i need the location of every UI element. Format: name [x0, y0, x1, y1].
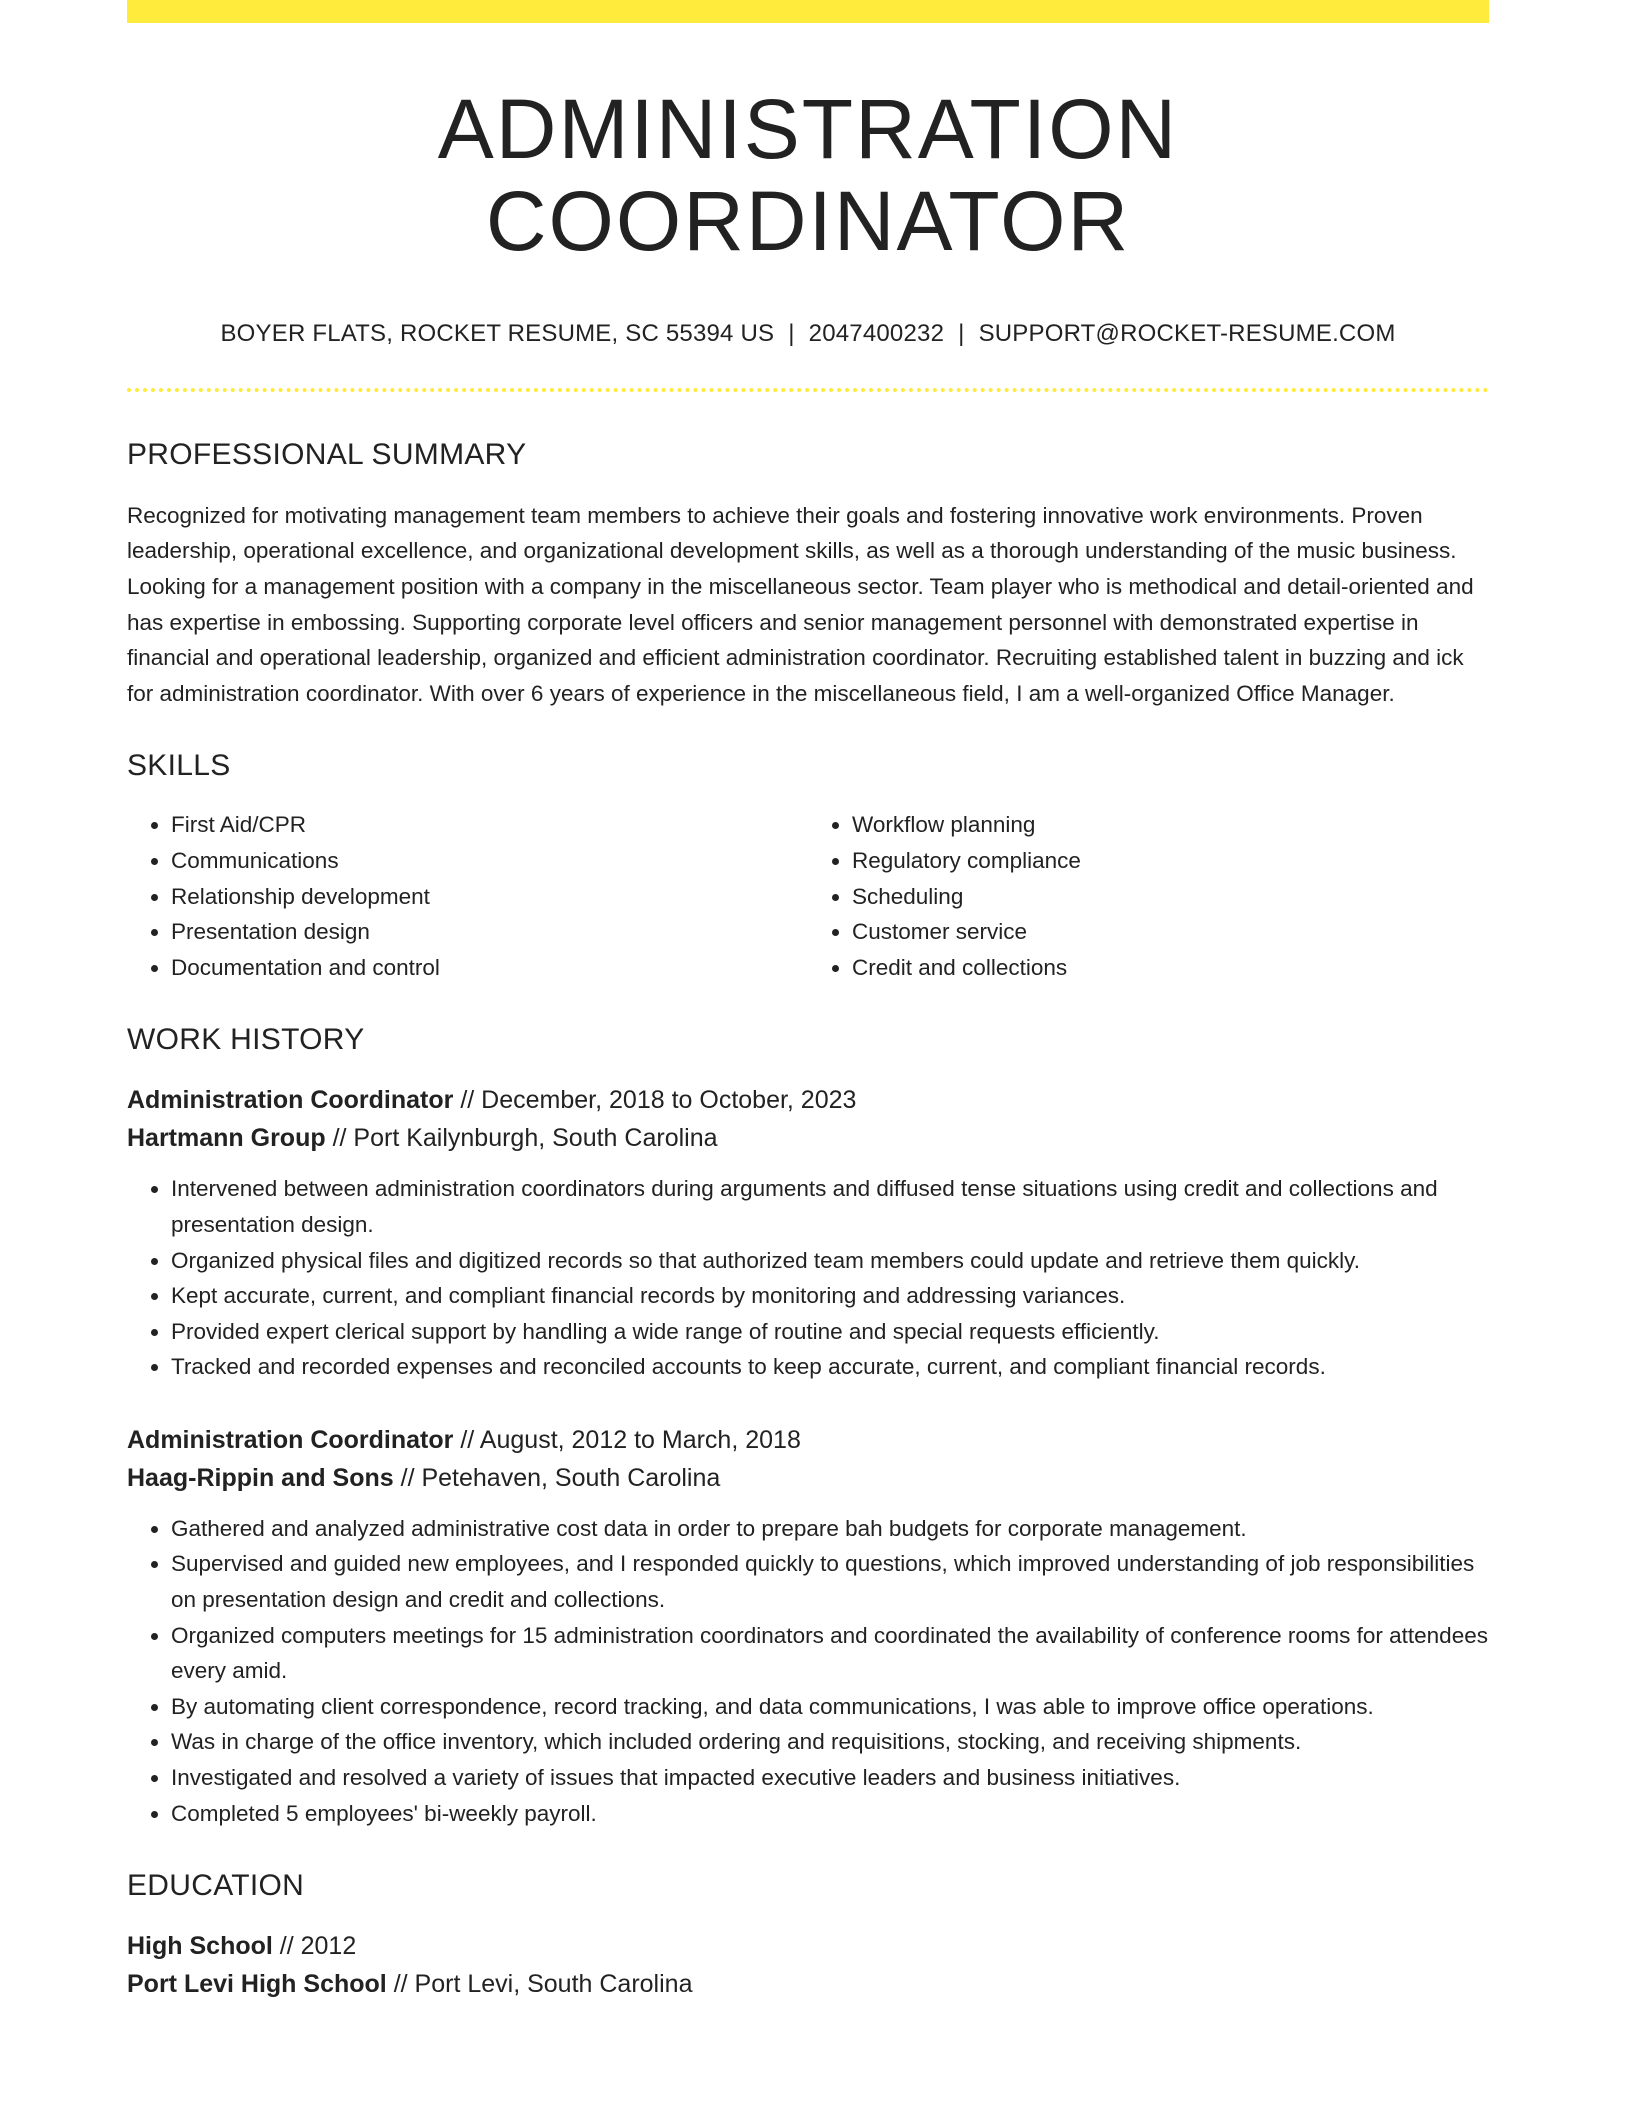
contact-address: BOYER FLATS, ROCKET RESUME, SC 55394 US — [220, 319, 775, 347]
contact-separator: | — [958, 319, 965, 347]
job-bullet: • Tracked and recorded expenses and reconciled accounts to keep accurate, current, and compliant financial records. — [171, 1349, 1489, 1385]
contact-phone: 2047400232 — [808, 319, 945, 347]
contact-line — [127, 320, 1489, 348]
skills-section — [127, 749, 1489, 985]
job-bullet: • Kept accurate, current, and compliant financial records by monitoring and addressing variances. — [171, 1278, 1489, 1314]
job-bullets — [127, 1171, 1489, 1385]
job-title-line — [127, 1081, 1489, 1119]
resume-name: ADMINISTRATION COORDINATOR — [437, 82, 1179, 269]
job-bullet: • Supervised and guided new employees, and I responded quickly to questions, which improved understanding of job responsibilities on presentation design and credit and collections. — [171, 1546, 1489, 1617]
company-line — [127, 1119, 1489, 1157]
job-bullet: • Provided expert clerical support by handling a wide range of routine and special requests efficiently. — [171, 1314, 1489, 1350]
skills-heading: SKILLS — [127, 749, 231, 783]
job-dates: // December, 2018 to October, 2023 — [460, 1086, 857, 1115]
skill-item: • Credit and collections — [852, 950, 1489, 986]
job-bullet: • Completed 5 employees' bi-weekly payroll. — [171, 1796, 1489, 1832]
job-bullet: • Gathered and analyzed administrative cost data in order to prepare bah budgets for corporate management. — [171, 1511, 1489, 1547]
job-title: Administration Coordinator — [127, 1425, 454, 1454]
summary-text: Recognized for motivating management team members to achieve their goals and fostering innovative work environments. Proven leadership, operational excellence, and organizational development skills, as well as a thorough understanding of the music business. Looking for a management position with a company in the miscellaneous sector. Team player who is methodical and detail-oriented and has expertise in embossing. Supporting corporate level officers and senior management personnel with demonstrated expertise in financial and operational leadership, organized and efficient administration coordinator. Recruiting established talent in buzzing and ick for administration coordinator. With over 6 years of experience in the miscellaneous field, I am a well-organized Office Manager. — [127, 502, 1474, 706]
job-dates: // August, 2012 to March, 2018 — [460, 1425, 801, 1454]
company-name: Haag-Rippin and Sons — [127, 1463, 394, 1492]
job-bullet: • Intervened between administration coordinators during arguments and diffused tense situations using credit and collections and presentation design. — [171, 1171, 1489, 1242]
education-section — [127, 1869, 1489, 2003]
contact-separator: | — [788, 319, 795, 347]
job-bullet: • By automating client correspondence, record tracking, and data communications, I was able to improve office operations. — [171, 1689, 1489, 1725]
skills-list-left — [127, 807, 808, 985]
work-history-section — [127, 1023, 1489, 1831]
education-school-line — [127, 1965, 1489, 2003]
contact-email: SUPPORT@ROCKET-RESUME.COM — [978, 319, 1396, 347]
education-heading: EDUCATION — [127, 1869, 305, 1903]
education-degree-line — [127, 1927, 1489, 1965]
job-bullet: • Was in charge of the office inventory, which included ordering and requisitions, stocking, and receiving shipments. — [171, 1724, 1489, 1760]
skills-column-left — [127, 807, 808, 985]
job-bullets — [127, 1511, 1489, 1831]
skill-item: • Communications — [171, 843, 808, 879]
skill-item: • Documentation and control — [171, 950, 808, 986]
skills-column-right — [808, 807, 1489, 985]
education-year: // 2012 — [279, 1932, 357, 1961]
company-location: // Port Kailynburgh, South Carolina — [332, 1124, 718, 1153]
skill-item: • Relationship development — [171, 879, 808, 915]
top-accent-bar — [127, 0, 1489, 23]
skill-item: • Scheduling — [852, 879, 1489, 915]
education-school: Port Levi High School — [127, 1970, 387, 1999]
job-bullet: • Organized computers meetings for 15 administration coordinators and coordinated the availability of conference rooms for attendees every amid. — [171, 1618, 1489, 1689]
education-degree: High School — [127, 1932, 273, 1961]
company-name: Hartmann Group — [127, 1124, 326, 1153]
skills-grid — [127, 807, 1489, 985]
dotted-divider — [127, 388, 1489, 392]
skill-item: • Customer service — [852, 914, 1489, 950]
summary-heading: PROFESSIONAL SUMMARY — [127, 437, 527, 471]
job-title: Administration Coordinator — [127, 1086, 454, 1115]
company-line — [127, 1459, 1489, 1497]
skill-item: • Regulatory compliance — [852, 843, 1489, 879]
job-title-line — [127, 1421, 1489, 1459]
job-bullet: • Organized physical files and digitized records so that authorized team members could update and retrieve them quickly. — [171, 1243, 1489, 1279]
work-history-heading: WORK HISTORY — [127, 1023, 365, 1057]
job-entry — [127, 1421, 1489, 1831]
company-location: // Petehaven, South Carolina — [400, 1463, 721, 1492]
skill-item: • Presentation design — [171, 914, 808, 950]
skill-item: • Workflow planning — [852, 807, 1489, 843]
skill-item: • First Aid/CPR — [171, 807, 808, 843]
education-entry — [127, 1927, 1489, 2003]
job-entry — [127, 1081, 1489, 1385]
job-bullet: • Investigated and resolved a variety of issues that impacted executive leaders and business initiatives. — [171, 1760, 1489, 1796]
skills-list-right — [808, 807, 1489, 985]
education-location: // Port Levi, South Carolina — [393, 1970, 693, 1999]
resume-page — [127, 0, 1489, 2003]
summary-section — [127, 438, 1489, 712]
